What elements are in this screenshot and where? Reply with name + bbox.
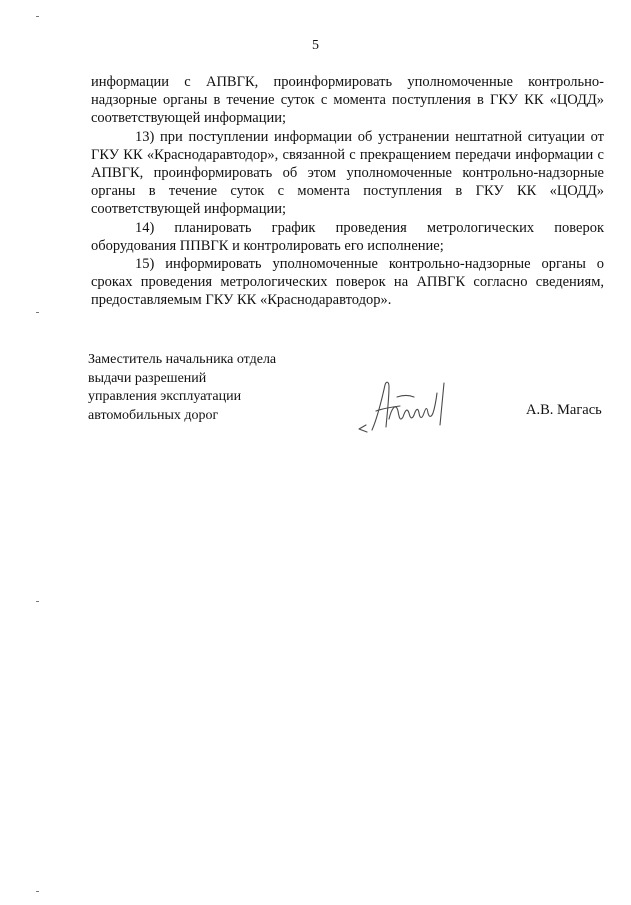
margin-mark (36, 312, 39, 313)
position-line: управления эксплуатации (88, 389, 242, 405)
paragraph-continuation: информации с АПВГК, проинформировать уполномоченные контрольно-надзорные органы в течение суток с момента поступления в ГКУ КК «ЦОДД» соответствующей информации; (91, 74, 604, 127)
signature-block (88, 351, 608, 441)
margin-mark (36, 601, 39, 602)
margin-mark (36, 891, 39, 892)
paragraph-item-14: 14) планировать график проведения метрологических поверок оборудования ППВГК и контролировать его исполнение; (91, 219, 604, 254)
position-line: выдачи разрешений (88, 370, 207, 386)
page-number: 5 (312, 38, 319, 53)
paragraph-item-15: 15) информировать уполномоченные контрольно-надзорные органы о сроках проведения метрологических поверок на АПВГК согласно сведениям, предоставляемым ГКУ КК «Краснодаравтодор». (91, 256, 604, 309)
position-line: Заместитель начальника отдела (88, 352, 277, 367)
document-body (91, 73, 604, 310)
signatory-name: А.В. Магась (526, 402, 602, 418)
position-line: автомобильных дорог (88, 407, 219, 423)
margin-mark (36, 16, 39, 17)
signatory-position (88, 351, 276, 425)
handwritten-signature (356, 373, 452, 435)
paragraph-item-13: 13) при поступлении информации об устранении нештатной ситуации от ГКУ КК «Краснодаравтодор», связанной с прекращением передачи информации с АПВГК, проинформировать об этом уполномоченные контрольно-надзорные органы в течение суток с момента поступления в ГКУ КК «ЦОДД» соответствующей информации; (91, 128, 604, 218)
